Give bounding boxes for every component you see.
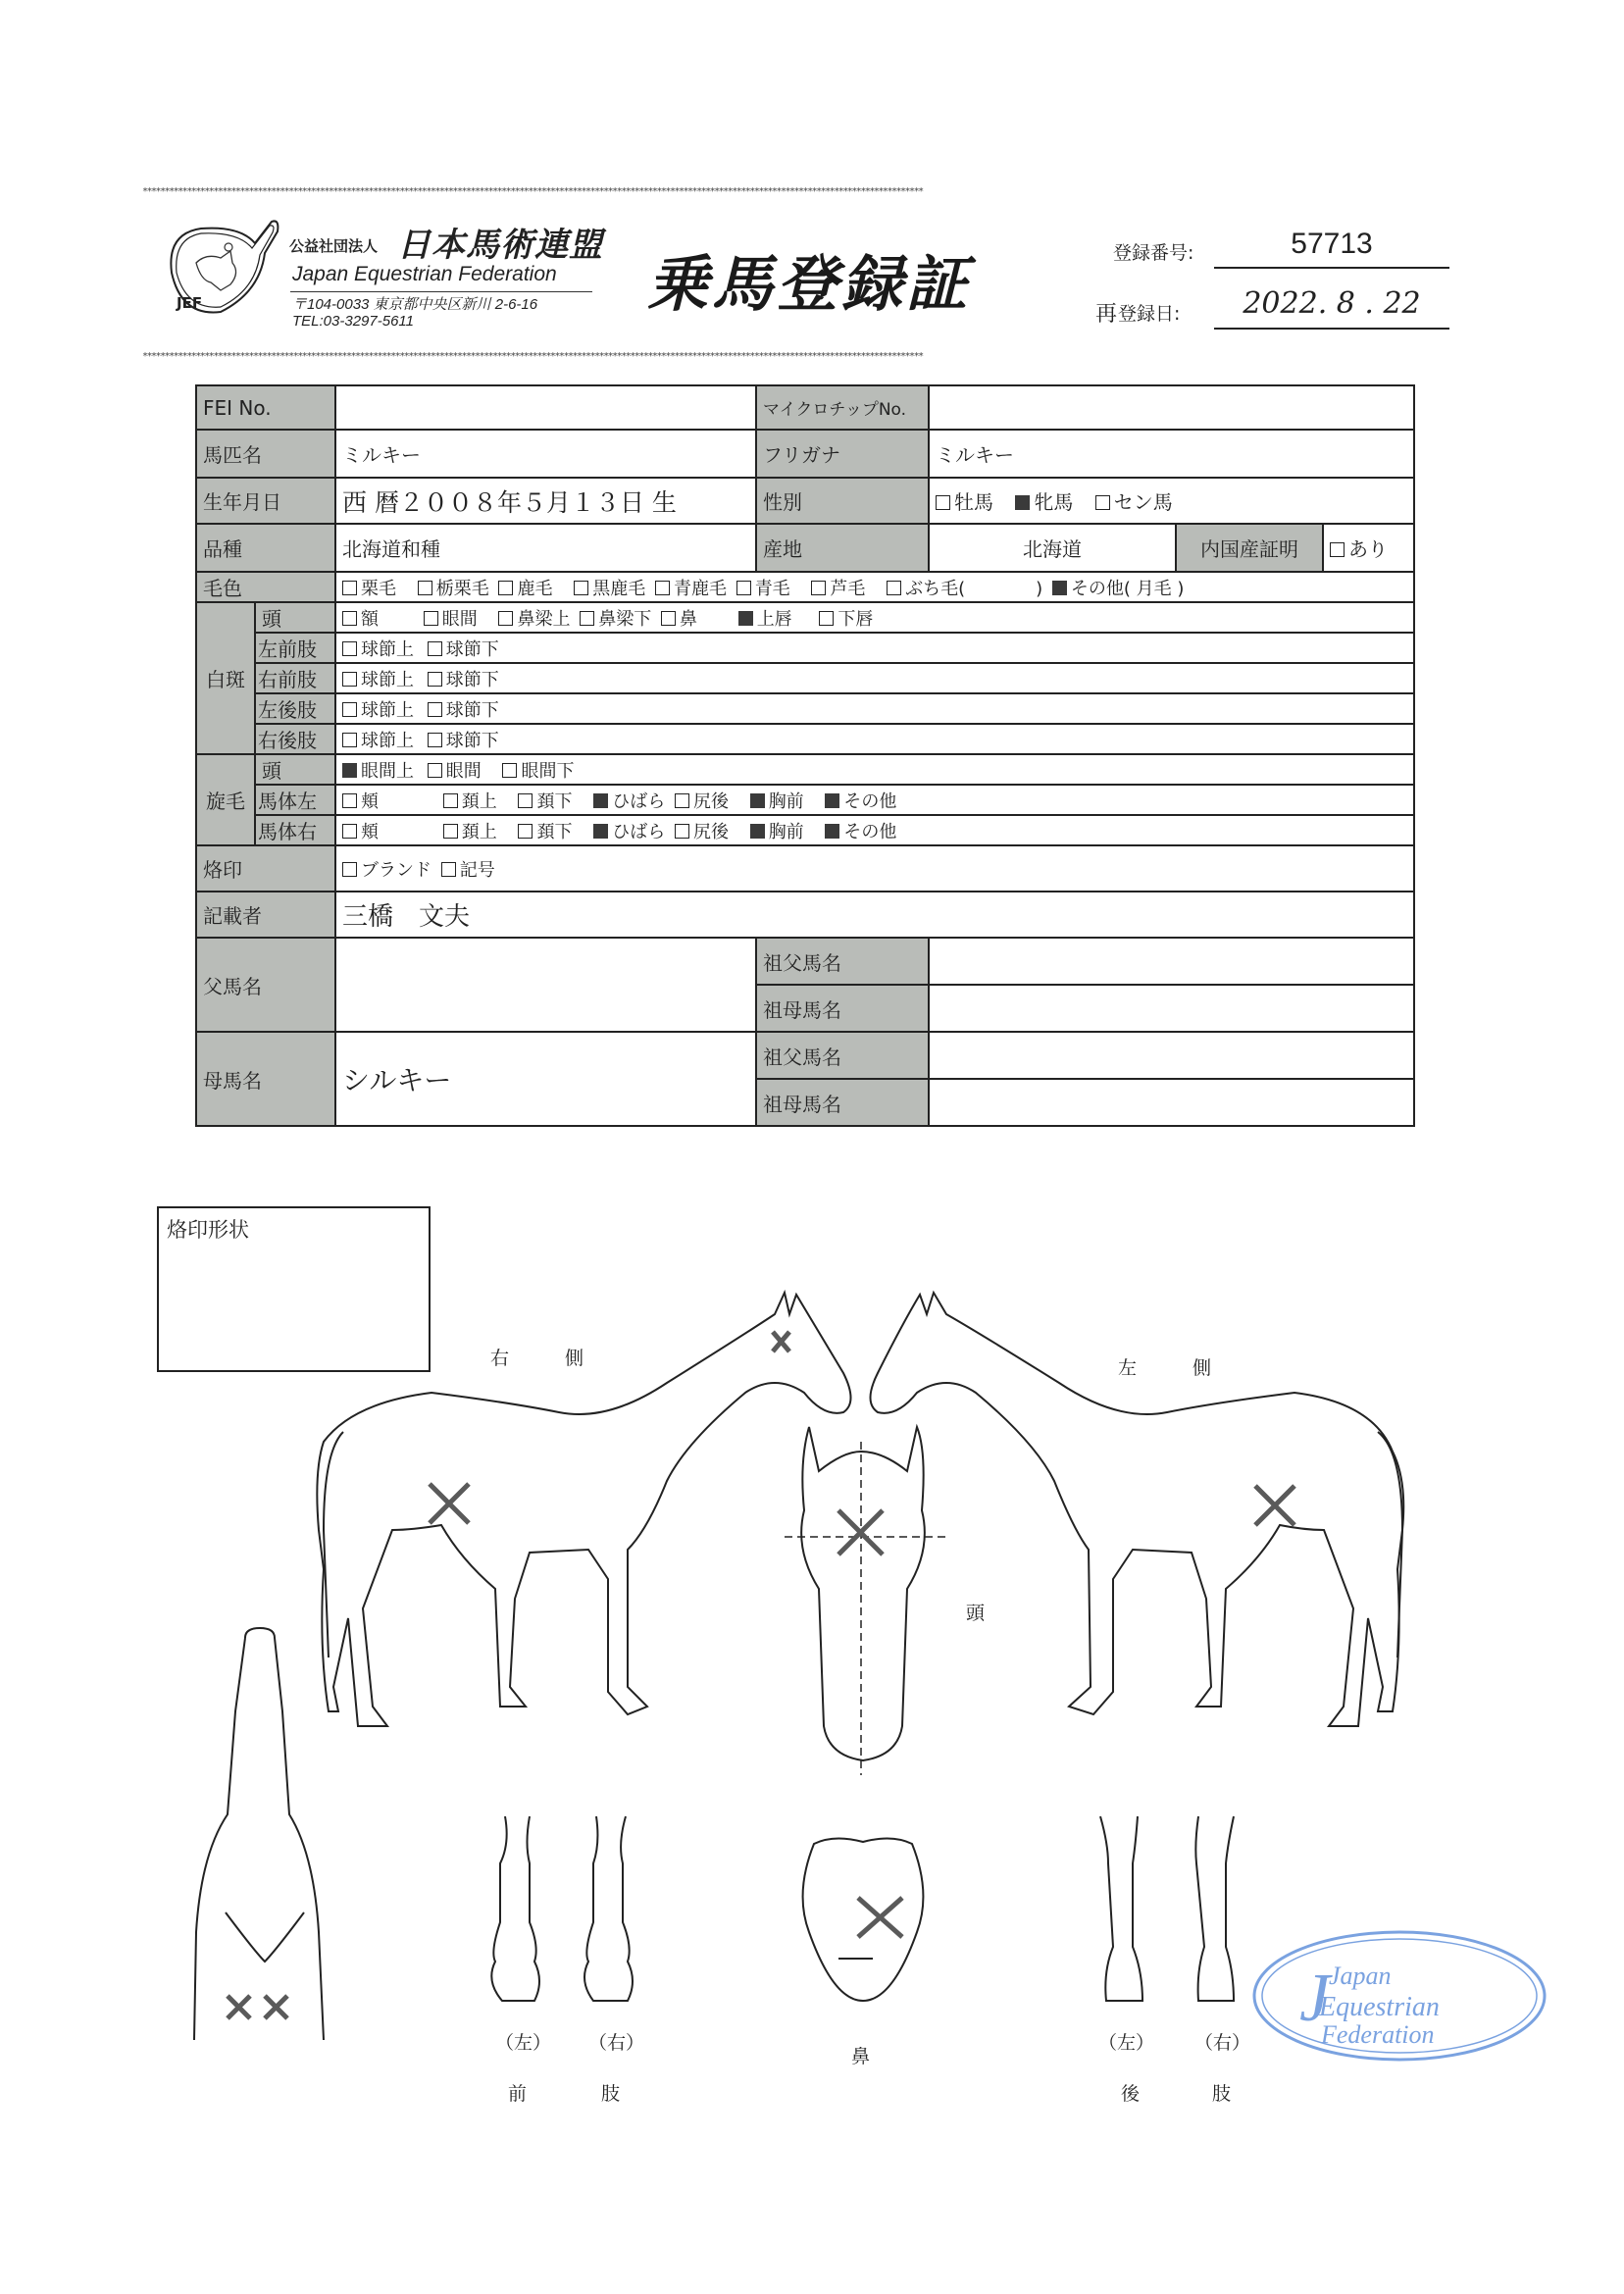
recorder-field[interactable]: 三橋 文夫 [335, 892, 1414, 938]
checkbox-icon [675, 824, 689, 839]
sire-granddam-field[interactable] [929, 985, 1414, 1032]
reg-date-label: 登録日: [1118, 303, 1181, 325]
whorl-option[interactable]: 頬 [342, 788, 379, 813]
re-prefix: 再 [1095, 302, 1118, 327]
dam-label: 母馬名 [196, 1032, 335, 1126]
checkbox-icon [428, 733, 442, 747]
coat-option[interactable]: 芦毛 [811, 575, 865, 600]
coat-label: 毛色 [196, 572, 335, 602]
hind-legs-icon [1100, 1816, 1234, 2001]
dam-granddam-field[interactable] [929, 1079, 1414, 1126]
checkbox-checked-icon [593, 793, 608, 808]
checkbox-icon [428, 702, 442, 717]
checkbox-icon [441, 862, 456, 877]
fei-no-field[interactable] [335, 385, 756, 430]
hind-right-label: （右） [1194, 2032, 1251, 2054]
checkbox-icon [580, 611, 594, 626]
checkbox-checked-icon [593, 824, 608, 839]
org-name-en: Japan Equestrian Federation [292, 263, 557, 285]
document-title: 乗馬登録証 [647, 248, 972, 320]
x-mark-icon [1255, 1486, 1294, 1525]
wm-option-upper-lip[interactable]: 上唇 [738, 605, 792, 631]
brand-option[interactable]: ブランド [342, 856, 431, 882]
right-side-horse-icon [317, 1293, 850, 1726]
wm-rh-label: 右後肢 [255, 724, 335, 754]
checkbox-icon [428, 641, 442, 656]
coat-option[interactable]: 栃栗毛 [418, 575, 489, 600]
checkbox-checked-icon [342, 763, 357, 778]
whorl-left-options [335, 785, 1414, 815]
wm-option[interactable]: 球節下 [428, 727, 499, 752]
wm-option[interactable]: 額 [342, 605, 379, 631]
fore-caption-1: 前 [508, 2083, 528, 2105]
left-side-horse-icon [871, 1293, 1404, 1726]
hind-caption-2: 肢 [1212, 2083, 1232, 2105]
top-view-horse-icon [194, 1628, 324, 2040]
wm-option[interactable]: 球節上 [342, 696, 414, 722]
whorl-option[interactable]: 頚上 [443, 818, 497, 843]
checkbox-icon [936, 495, 950, 510]
checkbox-icon [342, 672, 357, 687]
wm-option[interactable]: 鼻梁下 [580, 605, 651, 631]
wm-option[interactable]: 鼻梁上 [498, 605, 570, 631]
whorl-option[interactable]: ひばら [593, 788, 665, 813]
svg-text:Federation: Federation [1321, 2020, 1435, 2049]
whorl-option[interactable]: 胸前 [750, 818, 804, 843]
org-divider [290, 291, 592, 292]
breed-field[interactable]: 北海道和種 [335, 524, 756, 572]
svg-text:Japan: Japan [1329, 1962, 1392, 1990]
wm-rh-options [335, 724, 1414, 754]
whorl-head-label: 頭 [255, 754, 335, 785]
checkbox-icon [342, 611, 357, 626]
dam-granddam-label: 祖母馬名 [756, 1079, 929, 1126]
reg-number-label: 登録番号: [1113, 242, 1194, 264]
checkbox-icon [342, 641, 357, 656]
recorder-label: 記載者 [196, 892, 335, 938]
sire-granddam-label: 祖母馬名 [756, 985, 929, 1032]
checkbox-icon [819, 611, 834, 626]
fei-no-label: FEI No. [196, 385, 335, 430]
whorl-option[interactable]: 尻後 [675, 818, 729, 843]
org-prefix: 公益社団法人 [289, 237, 379, 255]
coat-option[interactable]: 黒鹿毛 [574, 575, 645, 600]
sire-grandsire-field[interactable] [929, 938, 1414, 985]
jef-stamp-icon [1250, 1927, 1549, 2065]
whorl-option[interactable]: 胸前 [750, 788, 804, 813]
muzzle-icon [803, 1838, 924, 2001]
checkbox-icon [443, 793, 458, 808]
fore-caption-2: 肢 [601, 2083, 621, 2105]
furigana-field[interactable]: ミルキー [929, 430, 1414, 478]
separator-bottom: ******************************************************************************************************************************************************************************** [142, 351, 923, 362]
separator-top: ******************************************************************************************************************************************************************************** [142, 186, 923, 197]
wm-option[interactable]: 鼻 [661, 605, 697, 631]
checkbox-icon [736, 581, 751, 595]
origin-label: 産地 [756, 524, 929, 572]
whorl-left-label: 馬体左 [255, 785, 335, 815]
whorl-option[interactable]: 眼間 [428, 757, 482, 783]
whorl-option[interactable]: その他 [825, 818, 896, 843]
x-mark-icon [228, 1996, 250, 2018]
hind-left-label: （左） [1098, 2032, 1155, 2054]
wm-option[interactable]: 眼間 [424, 605, 478, 631]
coat-option[interactable]: 青鹿毛 [655, 575, 727, 600]
sex-option-gelding[interactable]: セン馬 [1095, 486, 1173, 515]
muzzle-label: 鼻 [851, 2046, 871, 2067]
checkbox-icon [811, 581, 826, 595]
x-mark-icon [858, 1898, 902, 1937]
coat-option[interactable]: 栗毛 [342, 575, 396, 600]
left-side-label: 左 側 [1118, 1357, 1212, 1379]
sex-option-mare[interactable]: 牝馬 [1015, 486, 1073, 515]
sex-label: 性別 [756, 478, 929, 524]
checkbox-icon [574, 581, 588, 595]
domestic-cert-label: 内国産証明 [1176, 524, 1323, 572]
dam-grandsire-label: 祖父馬名 [756, 1032, 929, 1079]
birth-field[interactable]: 西 暦２００８年５月１３日 生 [335, 478, 756, 524]
wm-lh-options [335, 693, 1414, 724]
checkbox-icon [498, 581, 513, 595]
sex-option-stallion[interactable]: 牡馬 [936, 486, 993, 515]
wm-option[interactable]: 球節上 [342, 636, 414, 661]
wm-option[interactable]: 球節下 [428, 696, 499, 722]
checkbox-icon [342, 862, 357, 877]
brand-option[interactable]: 記号 [441, 856, 495, 882]
wm-lh-label: 左後肢 [255, 693, 335, 724]
sire-label: 父馬名 [196, 938, 335, 1032]
coat-option-other[interactable]: その他( 月毛 ) [1052, 575, 1185, 600]
wm-head-label: 頭 [255, 602, 335, 633]
whorls-label: 旋毛 [196, 754, 255, 845]
furigana-label: フリガナ [756, 430, 929, 478]
checkbox-checked-icon [750, 793, 765, 808]
hind-caption-1: 後 [1121, 2083, 1141, 2105]
checkbox-icon [418, 581, 432, 595]
sire-grandsire-label: 祖父馬名 [756, 938, 929, 985]
microchip-label: マイクロチップNo. [756, 385, 929, 430]
whorl-option[interactable]: 頚上 [443, 788, 497, 813]
dam-field[interactable]: シルキー [335, 1032, 756, 1126]
checkbox-icon [428, 763, 442, 778]
checkbox-icon [661, 611, 676, 626]
horse-name-field[interactable]: ミルキー [335, 430, 756, 478]
whorl-option[interactable]: 頚下 [518, 818, 572, 843]
org-name: 日本馬術連盟 [397, 226, 603, 265]
x-mark-icon [265, 1996, 287, 2018]
checkbox-icon [498, 611, 513, 626]
registration-table [195, 384, 1415, 1127]
checkbox-icon [1095, 495, 1110, 510]
checkbox-icon [887, 581, 901, 595]
org-address: 〒104-0033 東京都中央区新川 2-6-16 [292, 296, 538, 313]
whorl-option[interactable]: 頬 [342, 818, 379, 843]
fore-right-label: （右） [588, 2032, 645, 2054]
fore-left-label: （左） [495, 2032, 552, 2054]
origin-field[interactable]: 北海道 [929, 524, 1176, 572]
checkbox-checked-icon [738, 611, 753, 626]
white-markings-label: 白斑 [196, 602, 255, 754]
whorl-option[interactable]: 眼間上 [342, 757, 414, 783]
coat-options [335, 572, 1414, 602]
whorl-option[interactable]: 眼間下 [502, 757, 574, 783]
whorl-option[interactable]: その他 [825, 788, 896, 813]
whorl-option[interactable]: 尻後 [675, 788, 729, 813]
wm-rf-label: 右前肢 [255, 663, 335, 693]
checkbox-icon [502, 763, 517, 778]
reg-number: 57713 [1214, 228, 1449, 269]
wm-option[interactable]: 球節上 [342, 666, 414, 691]
whorl-head-options [335, 754, 1414, 785]
checkbox-icon [518, 793, 533, 808]
x-mark-icon [773, 1332, 789, 1351]
checkbox-checked-icon [1052, 581, 1067, 595]
org-tel: TEL:03-3297-5611 [292, 313, 414, 330]
horse-name-label: 馬匹名 [196, 430, 335, 478]
svg-text:Equestrian: Equestrian [1319, 1992, 1440, 2022]
checkbox-icon [443, 824, 458, 839]
wm-option[interactable]: 下唇 [819, 605, 873, 631]
checkbox-checked-icon [825, 824, 839, 839]
wm-option[interactable]: 球節下 [428, 666, 499, 691]
checkbox-icon [428, 672, 442, 687]
reg-date: 2022. 8 . 22 [1214, 286, 1449, 330]
checkbox-icon [342, 733, 357, 747]
checkbox-checked-icon [825, 793, 839, 808]
coat-option[interactable]: ぶち毛( ) [887, 575, 1042, 600]
checkbox-icon [342, 702, 357, 717]
breed-label: 品種 [196, 524, 335, 572]
head-front-icon [785, 1427, 946, 1775]
coat-option[interactable]: 鹿毛 [498, 575, 552, 600]
domestic-cert-option[interactable]: あり [1323, 524, 1414, 572]
checkbox-icon [518, 824, 533, 839]
wm-rf-options [335, 663, 1414, 693]
svg-text:J: J [1299, 1961, 1331, 2036]
brand-options [335, 845, 1414, 892]
checkbox-icon [1330, 542, 1345, 557]
checkbox-checked-icon [1015, 495, 1030, 510]
wm-option[interactable]: 球節上 [342, 727, 414, 752]
wm-option[interactable]: 球節下 [428, 636, 499, 661]
dam-grandsire-field[interactable] [929, 1032, 1414, 1079]
checkbox-icon [342, 793, 357, 808]
whorl-option[interactable]: ひばら [593, 818, 665, 843]
brand-label: 烙印 [196, 845, 335, 892]
checkbox-checked-icon [750, 824, 765, 839]
microchip-field[interactable] [929, 385, 1414, 430]
sex-options [929, 478, 1414, 524]
sire-field[interactable] [335, 938, 756, 1032]
checkbox-icon [342, 581, 357, 595]
right-side-label: 右 側 [490, 1348, 584, 1369]
wm-lf-label: 左前肢 [255, 633, 335, 663]
x-mark-icon [430, 1484, 469, 1523]
checkbox-icon [342, 824, 357, 839]
checkbox-icon [655, 581, 670, 595]
coat-option[interactable]: 青毛 [736, 575, 790, 600]
brand-shape-label: 烙印形状 [167, 1218, 249, 1242]
checkbox-icon [424, 611, 438, 626]
whorl-marks [228, 1332, 1294, 2018]
whorl-option[interactable]: 頚下 [518, 788, 572, 813]
wm-head-options [335, 602, 1414, 633]
checkbox-icon [675, 793, 689, 808]
head-label: 頭 [966, 1603, 986, 1624]
whorl-right-options [335, 815, 1414, 845]
logo-text: JEF [177, 294, 203, 312]
whorl-right-label: 馬体右 [255, 815, 335, 845]
fore-legs-icon [491, 1816, 633, 2001]
wm-lf-options [335, 633, 1414, 663]
birth-label: 生年月日 [196, 478, 335, 524]
